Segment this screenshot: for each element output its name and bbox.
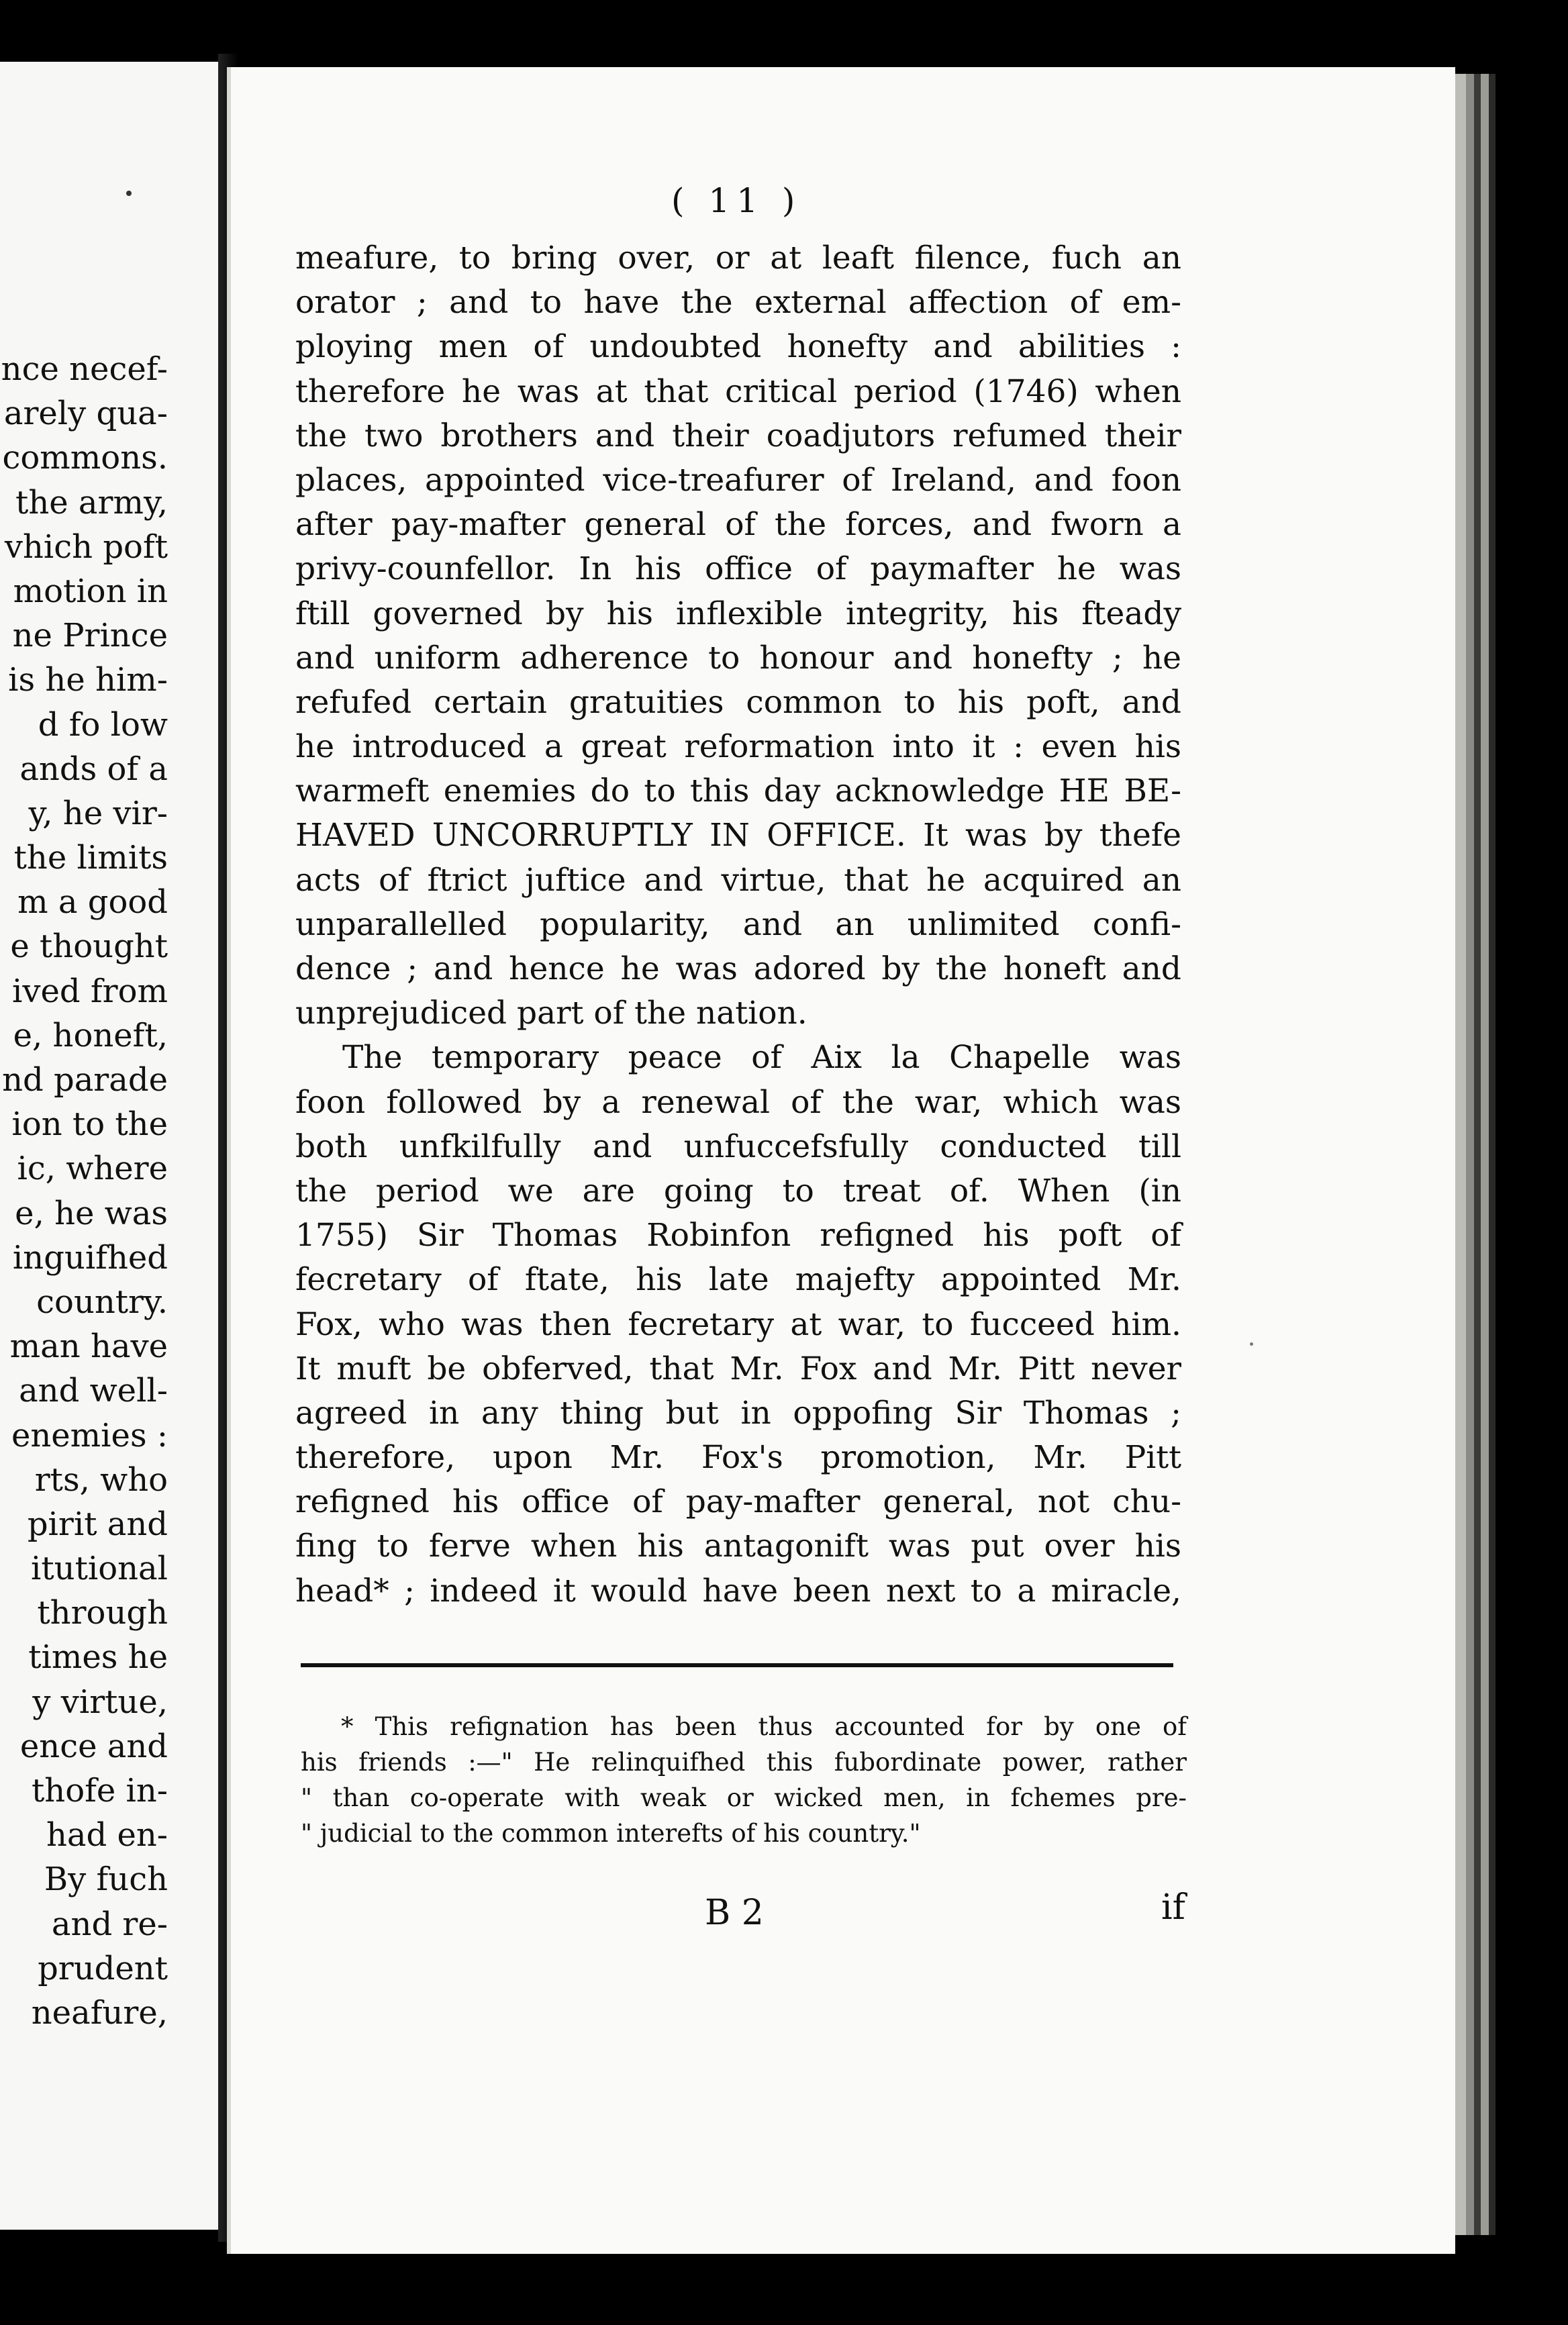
text-line: and uniform adherence to honour and honefty ; he [295, 639, 1181, 677]
text-line: through [37, 1594, 168, 1632]
text-line: after pay-mafter general of the forces, and fworn a [295, 506, 1181, 544]
text-line: had en- [46, 1816, 168, 1854]
text-line: arely qua- [3, 395, 168, 433]
text-line: ived from [12, 972, 168, 1010]
text-line: unparallelled popularity, and an unlimited confi- [295, 905, 1181, 943]
text-line: therefore, upon Mr. Fox's promotion, Mr. Pitt [295, 1439, 1181, 1477]
page-edge [1466, 74, 1474, 2235]
text-line: fecretary of ftate, his late majefty appointed Mr. [295, 1261, 1181, 1299]
text-line: refufed certain gratuities common to his poft, and [295, 683, 1181, 721]
text-line: motion in [13, 572, 168, 610]
text-line: y virtue, [32, 1683, 168, 1721]
text-line: e, honeft, [13, 1016, 168, 1054]
text-line: Fox, who was then fecretary at war, to fucceed him. [295, 1305, 1181, 1343]
catchword: if [1161, 1887, 1185, 1928]
text-line: 1755) Sir Thomas Robinfon refigned his poft of [295, 1217, 1181, 1254]
text-line: dence ; and hence he was adored by the honeft and [295, 950, 1181, 987]
footnote-line: his friends :—" He relinquifhed this fubordinate power, rather [301, 1748, 1187, 1777]
text-line: pirit and [27, 1505, 168, 1543]
text-line: vhich poft [4, 528, 168, 566]
footnote-divider [301, 1663, 1173, 1667]
footnote-line: * This refignation has been thus accounted for by one of [341, 1712, 1187, 1741]
text-line: nce necef- [1, 350, 168, 388]
text-line: m a good [17, 883, 168, 922]
text-line: By fuch [44, 1861, 168, 1899]
text-line: ands of a [19, 750, 168, 788]
footnote-line: " than co-operate with weak or wicked men, in fchemes pre- [301, 1783, 1187, 1812]
text-line: neafure, [31, 1993, 168, 2032]
text-line: ion to the [11, 1105, 168, 1144]
text-line: The temporary peace of Aix la Chapelle was [342, 1039, 1181, 1077]
text-line: places, appointed vice-treafurer of Ireland, and foon [295, 461, 1181, 499]
left-facing-page [0, 62, 218, 2230]
text-line: country. [36, 1283, 168, 1321]
body-text [295, 236, 1181, 1614]
ink-speck [126, 191, 132, 196]
page-number-header: ( 11 ) [671, 181, 802, 220]
footnote-line: " judicial to the common interefts of his country." [301, 1819, 921, 1848]
page-edge [1474, 74, 1481, 2235]
text-line: agreed in any thing but in oppofing Sir Thomas ; [295, 1394, 1181, 1432]
text-line: and re- [51, 1905, 168, 1943]
text-line: times he [28, 1638, 168, 1677]
text-line: acts of ftrict juftice and virtue, that he acquired an [295, 861, 1181, 899]
text-line: the two brothers and their coadjutors refumed their [295, 417, 1181, 454]
page-edge [1489, 74, 1496, 2235]
footnote [301, 1709, 1187, 1851]
text-line: enemies : [11, 1416, 168, 1454]
text-line: e thought [10, 928, 168, 966]
text-line: rts, who [34, 1461, 168, 1499]
text-line: inguifhed [12, 1238, 168, 1277]
text-line: warmeft enemies do to this day acknowledge HE BE- [295, 773, 1181, 810]
text-line: foon followed by a renewal of the war, which was [295, 1083, 1181, 1121]
text-line: and well- [19, 1372, 168, 1410]
text-line: head* ; indeed it would have been next to a miracle, [295, 1572, 1181, 1610]
text-line: therefore he was at that critical period (1746) when [295, 373, 1181, 410]
ink-speck [1250, 1342, 1253, 1346]
text-line: ploying men of undoubted honefty and abilities : [295, 328, 1181, 366]
text-line: ence and [19, 1727, 168, 1765]
text-line: privy-counfellor. In his office of paymafter he was [295, 550, 1181, 588]
text-line: meafure, to bring over, or at leaft filence, fuch an [295, 240, 1181, 277]
page-edge [1455, 74, 1466, 2235]
page-edge [1481, 74, 1489, 2235]
text-line: fing to ferve when his antagonift was put over his [295, 1528, 1181, 1565]
text-line: refigned his office of pay-mafter general, not chu- [295, 1483, 1181, 1521]
text-line: e, he was [15, 1194, 168, 1232]
text-line: d fo low [38, 705, 168, 744]
text-line: he introduced a great reformation into it : even his [295, 728, 1181, 766]
text-line: HAVED UNCORRUPTLY IN OFFICE. It was by thefe [295, 817, 1181, 854]
text-line: ne Prince [12, 617, 168, 655]
text-line: commons. [2, 439, 168, 477]
text-line: ftill governed by his inflexible integrity, his fteady [295, 595, 1181, 632]
signature-mark: B 2 [705, 1893, 764, 1933]
left-page-text [0, 347, 218, 2035]
text-line: unprejudiced part of the nation. [295, 995, 807, 1032]
text-line: the period we are going to treat of. When (in [295, 1172, 1181, 1209]
text-line: prudent [38, 1949, 168, 1987]
text-line: man have [9, 1328, 168, 1366]
text-line: ic, where [17, 1150, 168, 1188]
text-line: orator ; and to have the external affection of em- [295, 284, 1181, 321]
text-line: itutional [31, 1550, 168, 1588]
text-line: y, he vir- [28, 794, 168, 832]
text-line: thofe in- [31, 1772, 168, 1810]
text-line: both unfkilfully and unfuccefsfully conducted till [295, 1128, 1181, 1165]
text-line: the army, [15, 483, 168, 522]
text-line: It muft be obferved, that Mr. Fox and Mr. Pitt never [295, 1350, 1181, 1387]
text-line: the limits [13, 839, 168, 877]
text-line: nd parade [2, 1061, 168, 1099]
text-line: is he him- [8, 661, 168, 699]
